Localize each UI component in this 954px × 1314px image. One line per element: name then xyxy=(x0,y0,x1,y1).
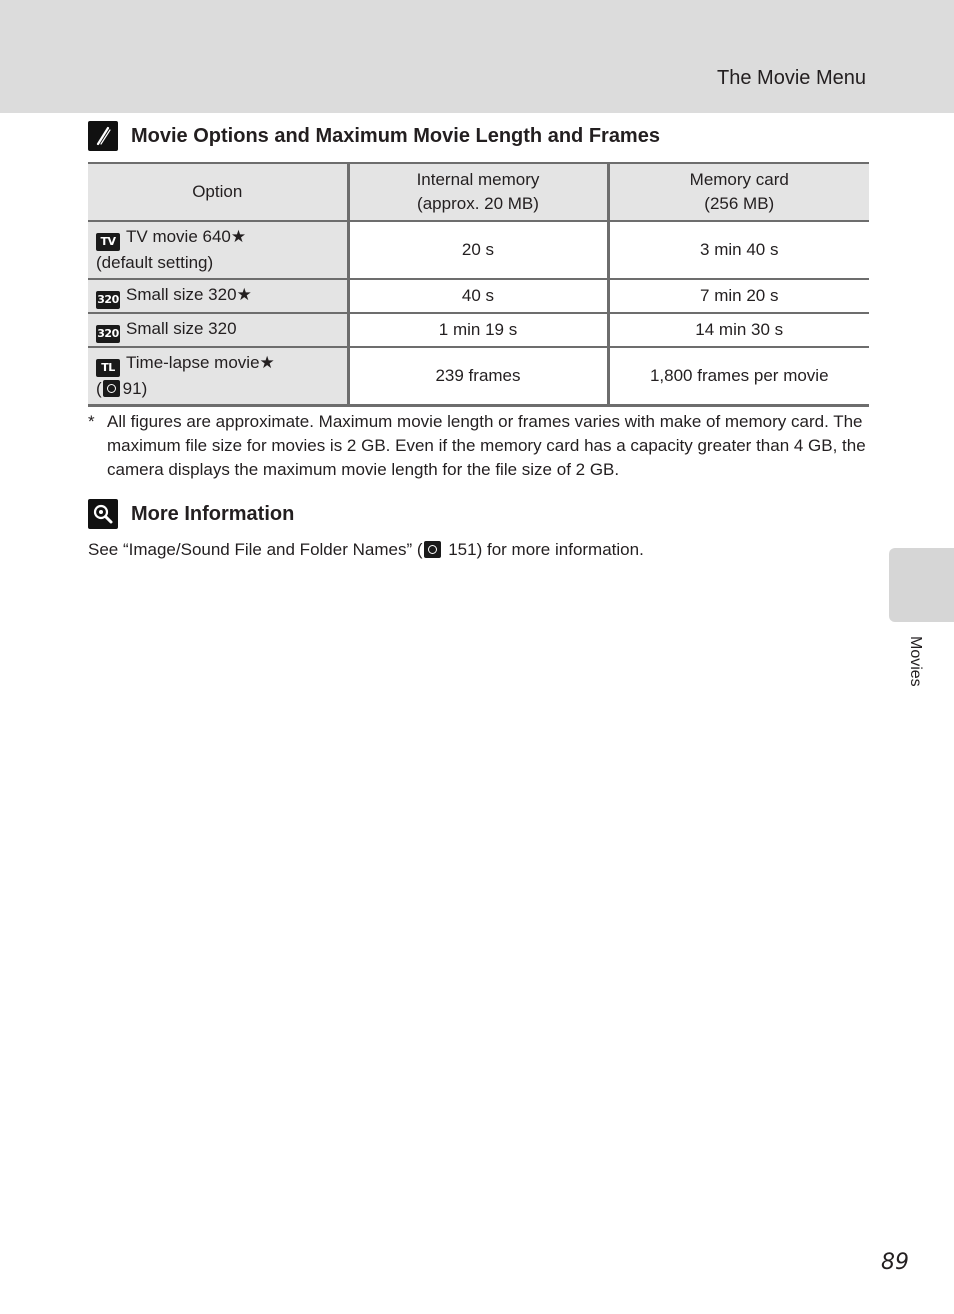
note-title: Movie Options and Maximum Movie Length and Frames xyxy=(131,124,660,147)
chapter-tab-label: Movies xyxy=(907,636,924,687)
more-info-heading xyxy=(88,499,294,529)
table-row xyxy=(88,313,869,347)
page-number: 89 xyxy=(881,1250,909,1275)
header-card-line2: (256 MB) xyxy=(704,194,775,213)
option-sub xyxy=(96,377,339,401)
option-cell xyxy=(88,313,348,347)
header-option xyxy=(88,163,348,221)
option-sub-open: ( xyxy=(96,378,102,398)
footnote-text: All figures are approximate. Maximum movie length or frames varies with make of memory card. The maximum file size for movies is 2 GB. Even if the memory card has a capacity greater than 4 GB, the camera displays the maximum movie length for the file size of 2 GB. xyxy=(107,412,866,479)
option-sub: (default setting) xyxy=(96,253,214,272)
option-cell xyxy=(88,221,348,279)
table-header-row xyxy=(88,163,869,221)
option-sub-ref: 91) xyxy=(122,378,148,398)
pencil-note-icon xyxy=(88,121,118,151)
internal-value: 239 frames xyxy=(348,347,608,405)
header-internal-line2: (approx. 20 MB) xyxy=(417,194,539,213)
option-label: TV movie 640 xyxy=(126,227,231,246)
footnote xyxy=(88,410,878,482)
header-memory-card xyxy=(608,163,869,221)
option-cell xyxy=(88,279,348,313)
internal-value: 20 s xyxy=(348,221,608,279)
internal-value: 1 min 19 s xyxy=(348,313,608,347)
card-value: 7 min 20 s xyxy=(608,279,869,313)
option-label: Small size 320 xyxy=(126,319,237,338)
card-value: 14 min 30 s xyxy=(608,313,869,347)
option-label: Time-lapse movie xyxy=(126,352,260,372)
star-icon: ★ xyxy=(236,285,252,304)
chapter-tab xyxy=(889,548,954,622)
table-row xyxy=(88,347,869,405)
table-row xyxy=(88,221,869,279)
more-info-title: More Information xyxy=(131,502,295,525)
section-title: The Movie Menu xyxy=(717,67,866,89)
star-icon: ★ xyxy=(259,352,275,372)
more-info-text-before: See “Image/Sound File and Folder Names” ( xyxy=(88,540,423,559)
small-320-star-icon: 320 xyxy=(96,291,120,309)
page-reference-icon xyxy=(103,380,120,397)
header-band xyxy=(0,0,954,113)
page-reference-icon xyxy=(424,541,441,558)
table-row xyxy=(88,279,869,313)
card-value: 1,800 frames per movie xyxy=(608,347,869,405)
magnifier-info-icon xyxy=(88,499,118,529)
more-info-body xyxy=(88,538,644,562)
header-card-line1: Memory card xyxy=(689,170,789,189)
note-heading xyxy=(88,121,660,151)
small-320-icon: 320 xyxy=(96,325,120,343)
footnote-mark: * xyxy=(88,412,95,431)
option-label: Small size 320 xyxy=(126,285,237,304)
header-internal-line1: Internal memory xyxy=(416,170,540,189)
time-lapse-icon: TL xyxy=(96,359,120,377)
movie-options-table xyxy=(88,162,869,407)
header-option-label: Option xyxy=(192,182,243,201)
header-internal-memory xyxy=(348,163,608,221)
tv-movie-icon: TV xyxy=(96,233,120,251)
card-value: 3 min 40 s xyxy=(608,221,869,279)
star-icon: ★ xyxy=(230,227,247,246)
more-info-text-after: 151) for more information. xyxy=(443,540,644,559)
internal-value: 40 s xyxy=(348,279,608,313)
option-cell xyxy=(88,347,348,405)
